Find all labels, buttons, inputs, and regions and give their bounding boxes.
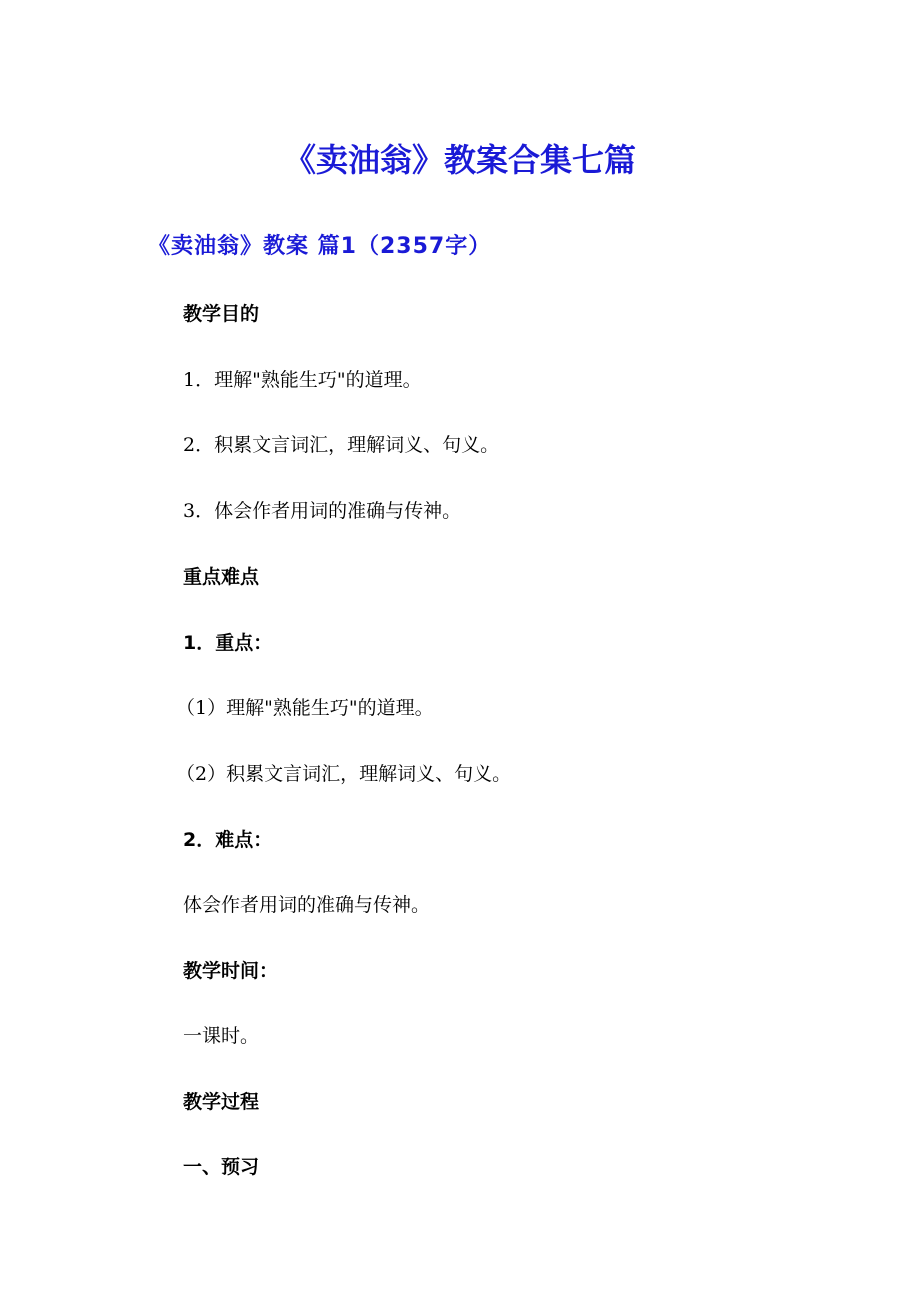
objective-item-2: 2．积累文言词汇，理解词义、句义。 — [183, 434, 500, 456]
key-point-item-2: （2）积累文言词汇，理解词义、句义。 — [176, 763, 512, 785]
document-title: 《卖油翁》教案合集七篇 — [283, 141, 636, 179]
heading-teaching-time: 教学时间： — [183, 960, 279, 982]
heading-teaching-objectives: 教学目的 — [183, 303, 260, 325]
subheading-difficult-points: 2．难点： — [183, 829, 273, 851]
objective-item-3: 3．体会作者用词的准确与传神。 — [183, 500, 462, 522]
heading-preview: 一、预习 — [183, 1156, 260, 1178]
subheading-key-points: 1．重点： — [183, 632, 273, 654]
teaching-time-text: 一课时。 — [183, 1025, 260, 1047]
objective-item-1: 1．理解"熟能生巧"的道理。 — [183, 369, 422, 391]
key-point-item-1: （1）理解"熟能生巧"的道理。 — [176, 697, 434, 719]
difficult-point-text: 体会作者用词的准确与传神。 — [183, 894, 431, 916]
section-heading: 《卖油翁》教案 篇1（2357字） — [148, 234, 492, 259]
heading-key-difficult-points: 重点难点 — [183, 566, 260, 588]
heading-teaching-process: 教学过程 — [183, 1091, 260, 1113]
